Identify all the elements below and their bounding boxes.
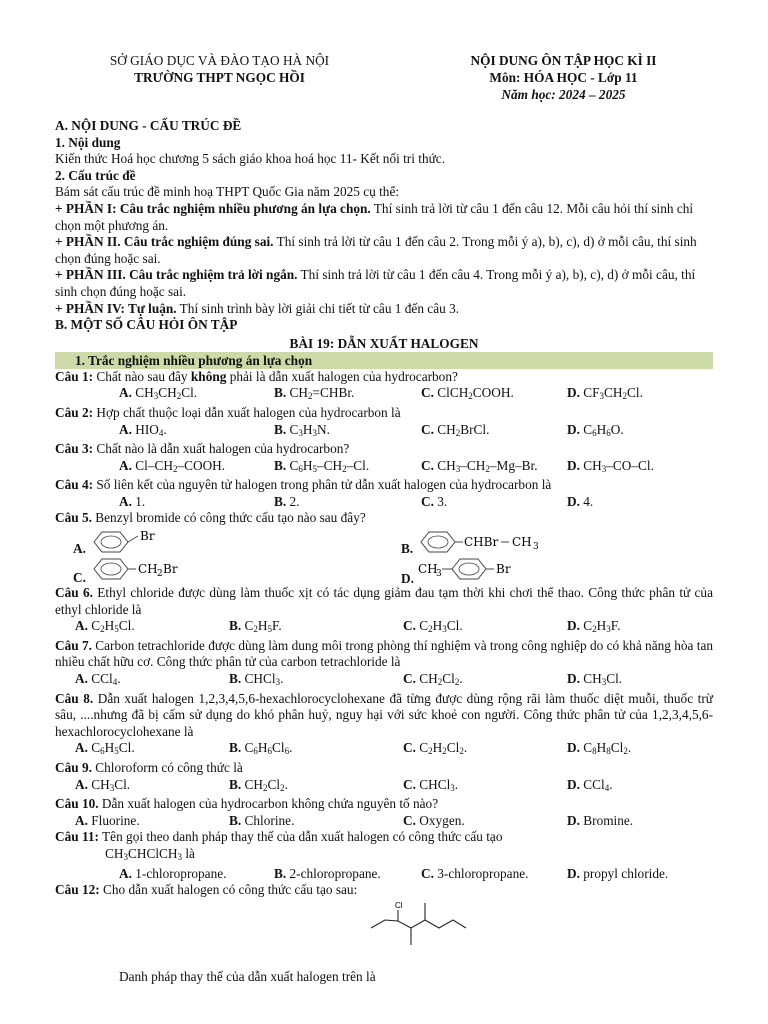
question-11-options: [55, 866, 713, 883]
school-year: Năm học: 2024 – 2025: [501, 87, 626, 102]
question-12: Câu 12: Cho dẫn xuất halogen có công thức cấu tạo sau:: [55, 882, 358, 898]
question-3: Câu 3: Chất nào là dẫn xuất halogen của hydrocarbon?: [55, 441, 350, 457]
svg-text:Br: Br: [162, 562, 178, 577]
option-a[interactable]: A. $C_2H_5Cl$.: [75, 618, 135, 635]
option-a[interactable]: A. CCl$_4$.: [75, 671, 121, 688]
question-7: Câu 7. Carbon tetrachloride được dùng làm dung môi trong phòng thí nghiệm và trong công nghiệp do có khả năng hòa tan nhiều chất hữu cơ. Công thức phân tử của carbon tetrachloride là: [55, 637, 713, 670]
question-8: Câu 8. Dẫn xuất halogen 1,2,3,4,5,6-hexachlorocyclohexane đã từng được dùng rộng rãi làm thuốc diệt muỗi, thuốc trừ sâu, ....nhưng đã bị cấm sử dụng do khó phân huỷ, nguy hại với sức khoẻ con người. Công thức phân tử của 1,2,3,4,5,6-hexachlorocyclohexane là: [55, 690, 713, 739]
part-1: + PHẦN I: Câu trắc nghiệm nhiều phương án lựa chọn. Thí sinh trả lời từ câu 1 đến câu 12. Mỗi câu hỏi thí sinh chỉ chọn một phương án.: [55, 200, 694, 233]
part-4: + PHẦN IV: Tự luận. Thí sinh trình bày lời giải chi tiết từ câu 1 đến câu 3.: [55, 300, 460, 316]
bromotoluene-structure: [414, 557, 554, 585]
option-b[interactable]: B. $C_2H_5F$.: [229, 618, 282, 635]
question-5-row-2: [55, 557, 713, 585]
option-d[interactable]: D. $C_8H_8Cl_2$.: [567, 740, 632, 757]
question-5-row-1: [55, 527, 713, 557]
svg-text:CHBr: CHBr: [464, 535, 499, 550]
option-b[interactable]: B. $C_6H_6Cl_6$.: [229, 740, 293, 757]
question-11: Câu 11: Tên gọi theo danh pháp thay thế của dẫn xuất halogen có công thức cấu tạo: [55, 829, 503, 845]
option-c[interactable]: C. ClCH$_2$COOH.: [421, 385, 514, 402]
question-10: Câu 10. Dẫn xuất halogen của hydrocarbon không chứa nguyên tố nào?: [55, 796, 439, 812]
svg-text:Cl: Cl: [395, 900, 403, 910]
option-a[interactable]: A. $CH_3CH_2Cl$.: [119, 385, 198, 402]
option-c[interactable]: C. CHCl$_3$.: [403, 776, 459, 793]
question-11-formula: $CH_3CHClCH_3$ là: [105, 845, 195, 862]
option-a[interactable]: A. 1.: [119, 493, 146, 509]
option-a[interactable]: A. 1-chloropropane.: [119, 865, 227, 881]
question-8-options: [55, 740, 713, 760]
svg-text:CH: CH: [137, 562, 158, 577]
svg-text:3: 3: [435, 569, 442, 580]
option-d[interactable]: D. $CH_3Cl$.: [567, 671, 623, 688]
option-d[interactable]: D. $C_2H_3F$.: [567, 618, 621, 635]
option-b[interactable]: B. 2-chloropropane.: [274, 865, 381, 881]
question-9-options: [55, 777, 713, 797]
section-a-p1: Kiến thức Hoá học chương 5 sách giáo khoa hoá học 11- Kết nối tri thức.: [55, 151, 446, 167]
option-a[interactable]: A. $CH_3Cl$.: [75, 776, 131, 793]
option-d[interactable]: D. CCl$_4$.: [567, 776, 613, 793]
option-d[interactable]: D. Bromine.: [567, 812, 634, 828]
option-a[interactable]: A. Fluorine.: [75, 812, 140, 828]
question-5: Câu 5. Benzyl bromide có công thức cấu tạo nào sau đây?: [55, 510, 366, 526]
option-b[interactable]: B. CHCl$_3$.: [229, 671, 284, 688]
lesson-title: BÀI 19: DẪN XUẤT HALOGEN: [289, 335, 479, 351]
subject: Môn: HÓA HỌC - Lớp 11: [489, 70, 638, 85]
option-c[interactable]: C. Oxygen.: [403, 812, 465, 828]
department-name: SỞ GIÁO DỤC VÀ ĐÀO TẠO HÀ NỘI: [109, 53, 330, 68]
section-bar: 1. Trắc nghiệm nhiều phương án lựa chọn: [55, 352, 713, 369]
question-9: Câu 9. Chloroform có công thức là: [55, 760, 243, 775]
svg-text:CH: CH: [512, 535, 532, 550]
option-b[interactable]: B. $CH_2=CHBr$.: [274, 385, 355, 402]
option-b[interactable]: B. 2.: [274, 493, 300, 509]
question-2: Câu 2: Hợp chất thuộc loại dẫn xuất halogen của hydrocarbon là: [55, 404, 401, 420]
option-c[interactable]: C. $C_2H_2Cl_2$.: [403, 740, 468, 757]
section-a-p2: Bám sát cấu trúc đề minh hoạ THPT Quốc Gia năm 2025 cụ thể:: [55, 184, 400, 200]
question-2-options: [55, 422, 713, 442]
svg-text:CH: CH: [417, 562, 438, 577]
option-d[interactable]: D. $CH_3-CO-Cl$.: [567, 457, 654, 474]
option-d[interactable]: D. $CF_3CH_2Cl$.: [567, 385, 643, 402]
option-a[interactable]: A. $C_6H_5Cl$.: [75, 740, 135, 757]
option-d[interactable]: D. CH 3 Br: [383, 555, 711, 587]
document-page: [55, 52, 713, 985]
option-b[interactable]: B. $CH_2Cl_2$.: [229, 776, 288, 793]
option-c[interactable]: C. $C_2H_3Cl$.: [403, 618, 463, 635]
question-1-options: [55, 385, 713, 405]
svg-text:2: 2: [156, 569, 163, 580]
option-d[interactable]: D. $C_6H_6O$.: [567, 421, 624, 438]
question-4-options: [55, 494, 713, 511]
exam-info: [384, 52, 713, 103]
part-2: + PHẦN II. Câu trắc nghiệm đúng sai. Thí sinh trả lời từ câu 1 đến câu 2. Trong mỗi ý a), b), c), d) ở mỗi câu, thí sinh chọn đúng hoặc sai.: [55, 234, 697, 266]
section-b-title: B. MỘT SỐ CÂU HỎI ÔN TẬP: [55, 317, 238, 333]
option-c[interactable]: C. $CH_2Cl_2$.: [403, 671, 463, 688]
option-c[interactable]: C. $CH_2BrCl$.: [421, 421, 490, 438]
option-a[interactable]: A. $HIO_4$.: [119, 421, 167, 438]
school-name: TRƯỜNG THPT NGỌC HỒI: [134, 70, 305, 85]
section-a-title: A. NỘI DUNG - CẤU TRÚC ĐỀ: [55, 118, 242, 133]
svg-text:Br: Br: [495, 562, 511, 577]
document-title: NỘI DUNG ÔN TẬP HỌC KÌ II: [470, 53, 657, 68]
svg-text:Br: Br: [139, 529, 155, 544]
question-12-prompt: Danh pháp thay thế của dẫn xuất halogen trên là: [119, 968, 376, 984]
question-3-options: [55, 458, 713, 478]
section-a-h2: 2. Cấu trúc đề: [55, 167, 136, 183]
option-a[interactable]: A. Br: [55, 527, 383, 557]
question-6: Câu 6. Ethyl chloride được dùng làm thuốc xịt có tác dụng giảm đau tạm thời khi chơi thể thao. Công thức phân tử của ethyl chloride là: [55, 585, 713, 617]
option-a[interactable]: A. $Cl-CH_2$–COOH.: [119, 457, 226, 474]
option-b[interactable]: B. CHBr CH 3: [383, 527, 711, 557]
option-b[interactable]: B. $C_3H_3N$.: [274, 421, 330, 438]
bromoethylbenzene-structure: [413, 528, 563, 556]
question-7-options: [55, 671, 713, 691]
section-a-h1: 1. Nội dung: [55, 134, 121, 150]
option-c[interactable]: C. CH 2 Br: [55, 556, 383, 586]
benzyl-bromide-structure: [86, 557, 206, 585]
skeletal-formula: [365, 899, 485, 967]
question-1: Câu 1: Chất nào sau đây không phải là dẫn xuất halogen của hydrocarbon?: [55, 368, 458, 384]
document-header: [55, 52, 713, 103]
option-d[interactable]: D. 4.: [567, 493, 594, 509]
svg-text:3: 3: [533, 542, 539, 553]
question-10-options: [55, 813, 713, 830]
option-c[interactable]: C. $CH_3-CH_2-Mg-Br$.: [421, 457, 538, 474]
school-info: [55, 52, 384, 103]
option-b[interactable]: B. $C_6H_5-CH_2-Cl$.: [274, 457, 370, 474]
option-c[interactable]: C. 3.: [421, 493, 448, 509]
question-4: Câu 4: Số liên kết của nguyên tử halogen trong phân tử dẫn xuất halogen của hydrocarbon là: [55, 477, 552, 493]
option-d[interactable]: D. propyl chloride.: [567, 865, 669, 881]
part-3: + PHẦN III. Câu trắc nghiệm trả lời ngắn. Thí sinh trả lời từ câu 1 đến câu 4. Trong mỗi ý a), b), c), d) ở mỗi câu, thí sinh chọn đúng hoặc sai.: [55, 267, 696, 299]
option-c[interactable]: C. 3-chloropropane.: [421, 865, 529, 881]
option-b[interactable]: B. Chlorine.: [229, 812, 295, 828]
bromobenzene-structure: [86, 528, 206, 556]
question-12-structure: [55, 899, 713, 969]
question-6-options: [55, 618, 713, 638]
